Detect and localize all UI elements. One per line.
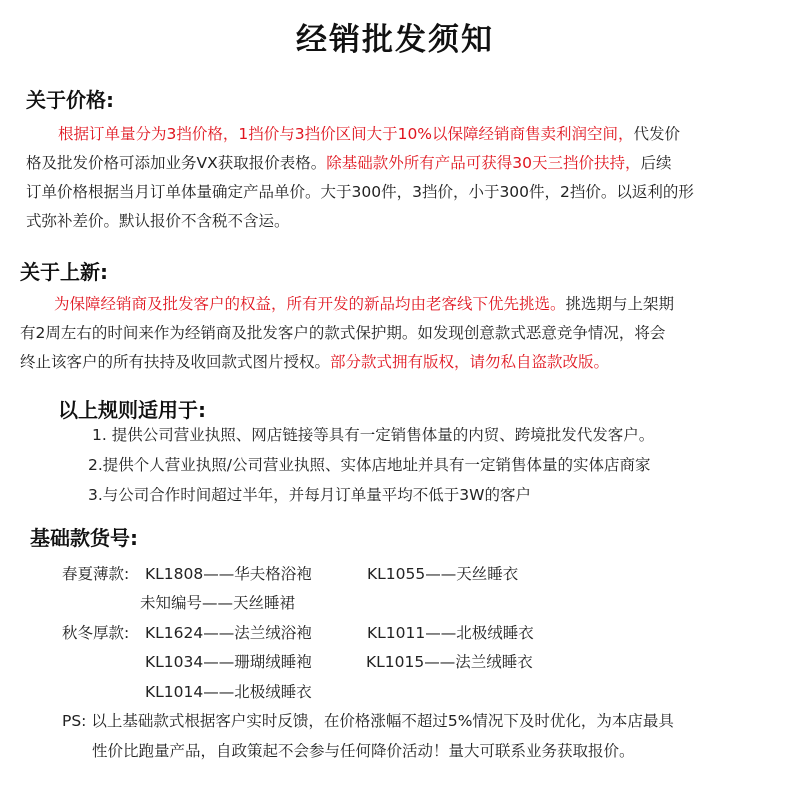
ps-line-2: 性价比跑量产品，自政策起不会参与任何降价活动！量大可联系业务获取报价。 — [92, 742, 635, 760]
price-line-1-tail: 代发价 — [633, 125, 681, 143]
sku-item: KL1624——法兰绒浴袍 — [145, 624, 312, 642]
price-line-1-red: 根据订单量分为3挡价格，1挡价与3挡价区间大于10%以保障经销商售卖利润空间， — [58, 125, 634, 143]
price-line-4: 式弥补差价。默认报价不含税不含运。 — [26, 212, 290, 230]
sku-item: KL1014——北极绒睡衣 — [145, 683, 312, 701]
new-line-3 — [20, 348, 780, 377]
sku-heading: 基础款货号: — [30, 526, 138, 550]
price-line-1 — [26, 120, 776, 149]
new-heading: 关于上新: — [20, 260, 108, 284]
sku-item: KL1808——华夫格浴袍 — [145, 565, 312, 583]
price-heading: 关于价格: — [26, 88, 114, 112]
sku-item: KL1015——法兰绒睡衣 — [366, 653, 533, 671]
sku-item: KL1034——珊瑚绒睡袍 — [145, 653, 312, 671]
sku-item: 未知编号——天丝睡裙 — [140, 594, 296, 612]
new-line-1 — [20, 290, 780, 319]
spring-label: 春夏薄款: — [62, 565, 130, 583]
price-line-2-tail: 后续 — [640, 154, 672, 172]
ps-line-1: PS: 以上基础款式根据客户实时反馈，在价格涨幅不超过5%情况下及时优化，为本店最具 — [62, 712, 674, 730]
rule-item: 3.与公司合作时间超过半年，并每月订单量平均不低于3W的客户 — [88, 486, 531, 504]
price-line-2 — [26, 149, 776, 178]
sku-item: KL1055——天丝睡衣 — [367, 565, 519, 583]
rule-item: 2.提供个人营业执照/公司营业执照、实体店地址并具有一定销售体量的实体店商家 — [88, 456, 651, 474]
new-line-2: 有2周左右的时间来作为经销商及批发客户的款式保护期。如发现创意款式恶意竞争情况，将会 — [20, 324, 666, 342]
new-line-1-tail: 挑选期与上架期 — [565, 295, 675, 313]
sku-item: KL1011——北极绒睡衣 — [367, 624, 534, 642]
price-paragraph — [26, 120, 776, 236]
price-line-3: 订单价格根据当月订单体量确定产品单价。大于300件，3挡价，小于300件，2挡价。以返利的形 — [26, 183, 694, 201]
new-line-1-red: 为保障经销商及批发客户的权益，所有开发的新品均由老客线下优先挑选。 — [54, 295, 566, 313]
new-line-3-red: 部分款式拥有版权，请勿私自盗款改版。 — [330, 353, 610, 371]
new-line-3-black: 终止该客户的所有扶持及收回款式图片授权。 — [20, 353, 331, 371]
rules-heading: 以上规则适用于: — [58, 398, 206, 422]
price-line-2-black: 格及批发价格可添加业务VX获取报价表格。 — [26, 154, 327, 172]
rule-item: 1. 提供公司营业执照、网店链接等具有一定销售体量的内贸、跨境批发代发客户。 — [92, 426, 655, 444]
price-line-2-red: 除基础款外所有产品可获得30天三挡价扶持， — [326, 154, 641, 172]
page-title: 经销批发须知 — [296, 22, 494, 58]
new-paragraph — [20, 290, 780, 377]
autumn-label: 秋冬厚款: — [62, 624, 130, 642]
